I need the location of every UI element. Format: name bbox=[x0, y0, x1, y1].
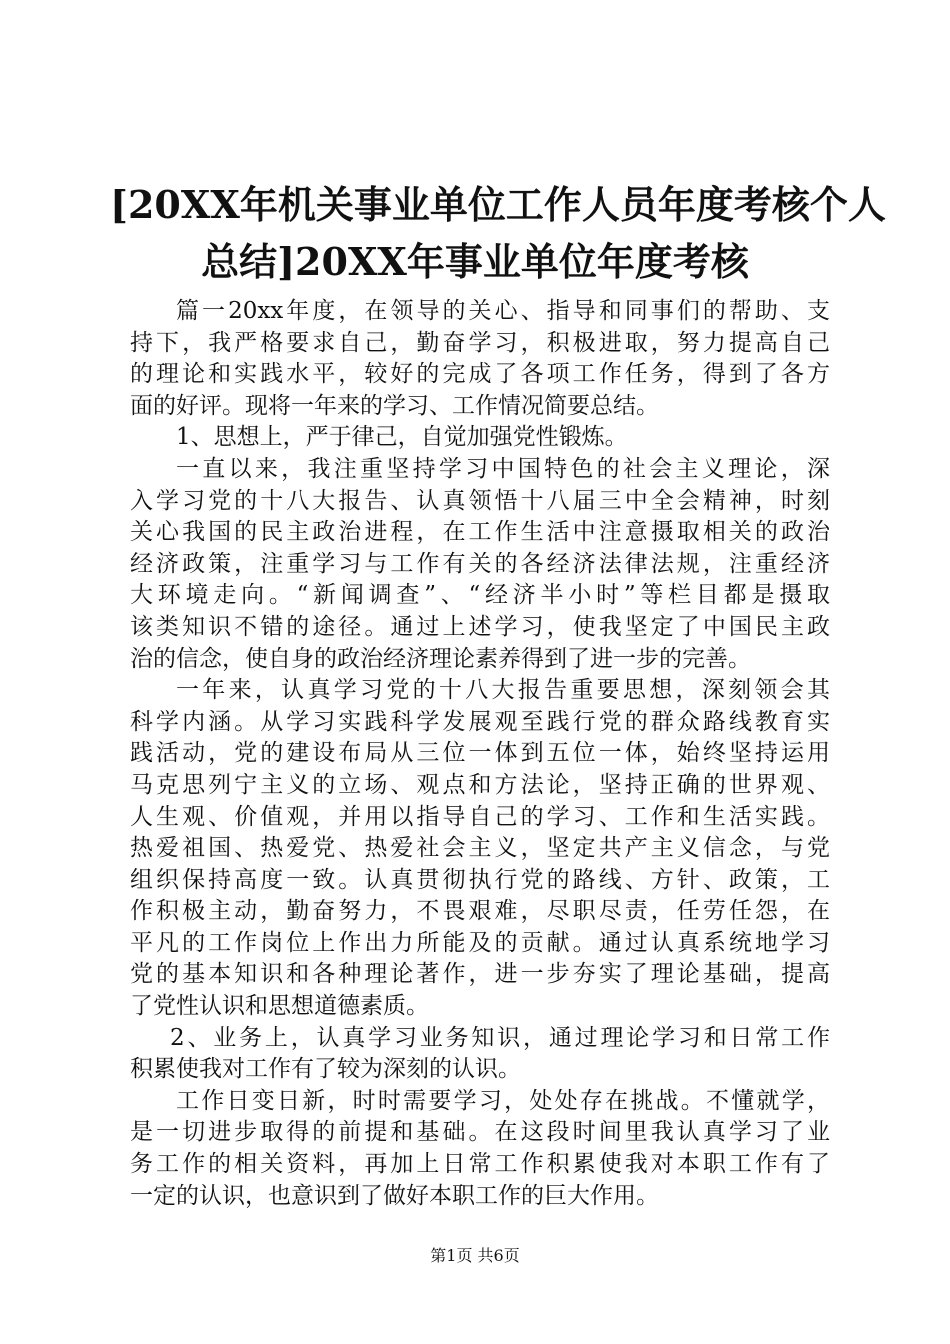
body-line: 经济政策，注重学习与工作有关的各经济法律法规，注重经济 bbox=[130, 550, 830, 577]
body-line: 的理论和实践水平，较好的完成了各项工作任务，得到了各方 bbox=[130, 361, 830, 388]
body-line: 人生观、价值观，并用以指导自己的学习、工作和生活实践。 bbox=[130, 803, 830, 830]
document-title-line-2: 总结]20XX年事业单位年度考核 bbox=[201, 239, 749, 284]
body-line: 篇一20xx年度，在领导的关心、指导和同事们的帮助、支 bbox=[176, 298, 830, 324]
body-line: 平凡的工作岗位上作出力所能及的贡献。通过认真系统地学习 bbox=[130, 929, 830, 956]
body-line: 该类知识不错的途径。通过上述学习，使我坚定了中国民主政 bbox=[130, 613, 830, 640]
document-body bbox=[130, 296, 830, 1212]
body-line: 一直以来，我注重坚持学习中国特色的社会主义理论，深 bbox=[176, 455, 830, 482]
body-line: 工作日变日新，时时需要学习，处处存在挑战。不懂就学， bbox=[176, 1087, 830, 1114]
body-line: 作积极主动，勤奋努力，不畏艰难，尽职尽责，任劳任怨，在 bbox=[130, 898, 830, 925]
body-line: 组织保持高度一致。认真贯彻执行党的路线、方针、政策，工 bbox=[130, 866, 830, 893]
body-line: 党的基本知识和各种理论著作，进一步夯实了理论基础，提高 bbox=[130, 961, 830, 988]
document-title-line-1: [20XX年机关事业单位工作人员年度考核个人 bbox=[110, 182, 886, 227]
body-line: 践活动，党的建设布局从三位一体到五位一体，始终坚持运用 bbox=[130, 740, 830, 767]
body-line: 1、思想上，严于律己，自觉加强党性锻炼。 bbox=[176, 424, 628, 451]
body-line: 入学习党的十八大报告、认真领悟十八届三中全会精神，时刻 bbox=[130, 487, 830, 514]
body-line: 热爱祖国、热爱党、热爱社会主义，坚定共产主义信念，与党 bbox=[130, 835, 830, 862]
page-number-footer: 第1页 共6页 bbox=[430, 1246, 520, 1265]
body-line: 一年来，认真学习党的十八大报告重要思想，深刻领会其 bbox=[176, 677, 830, 704]
body-line: 大环境走向。“新闻调查”、“经济半小时”等栏目都是摄取 bbox=[130, 582, 830, 609]
body-line: 务工作的相关资料，再加上日常工作积累使我对本职工作有了 bbox=[130, 1151, 830, 1178]
body-line: 面的好评。现将一年来的学习、工作情况简要总结。 bbox=[130, 392, 659, 419]
body-line: 一定的认识，也意识到了做好本职工作的巨大作用。 bbox=[130, 1182, 659, 1209]
body-line: 积累使我对工作有了较为深刻的认识。 bbox=[130, 1056, 521, 1083]
body-line: 马克思列宁主义的立场、观点和方法论，坚持正确的世界观、 bbox=[130, 771, 830, 798]
body-line: 关心我国的民主政治进程，在工作生活中注意摄取相关的政治 bbox=[130, 519, 830, 546]
body-line: 2、业务上，认真学习业务知识，通过理论学习和日常工作 bbox=[170, 1024, 830, 1051]
body-line: 持下，我严格要求自己，勤奋学习，积极进取，努力提高自己 bbox=[130, 329, 830, 356]
body-line: 了党性认识和思想道德素质。 bbox=[130, 993, 429, 1020]
body-line: 是一切进步取得的前提和基础。在这段时间里我认真学习了业 bbox=[130, 1119, 830, 1146]
body-line: 科学内涵。从学习实践科学发展观至践行党的群众路线教育实 bbox=[130, 708, 830, 735]
body-line: 治的信念，使自身的政治经济理论素养得到了进一步的完善。 bbox=[130, 645, 751, 672]
